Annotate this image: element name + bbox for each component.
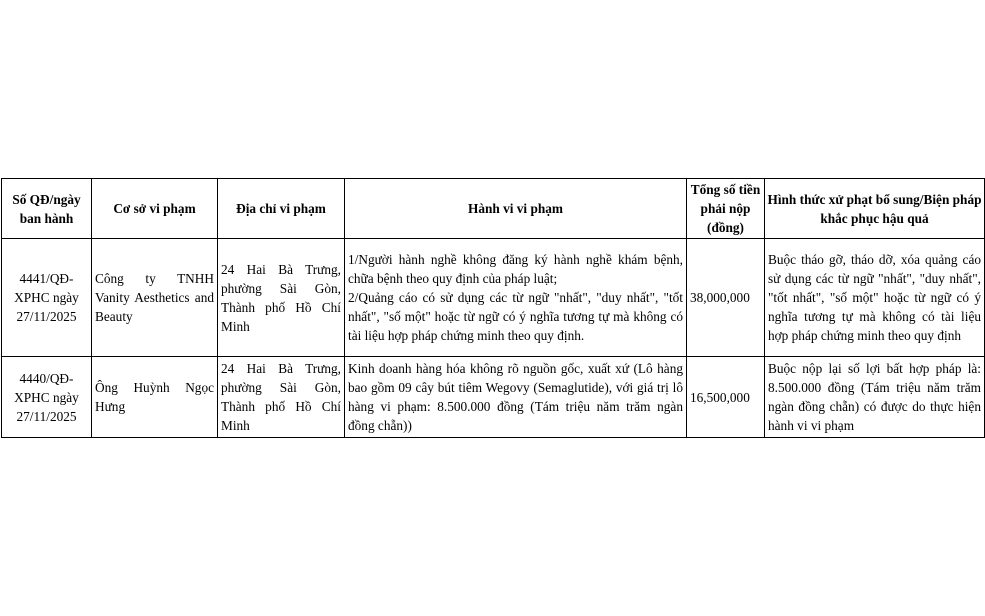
cell-decision: 4440/QĐ-XPHC ngày 27/11/2025	[2, 357, 92, 438]
cell-decision: 4441/QĐ-XPHC ngày 27/11/2025	[2, 239, 92, 357]
cell-entity: Công ty TNHH Vanity Aesthetics and Beauty	[92, 239, 218, 357]
cell-violation	[345, 239, 687, 357]
cell-violation	[345, 357, 687, 438]
header-address: Địa chỉ vi phạm	[218, 179, 345, 239]
cell-entity: Ông Huỳnh Ngọc Hưng	[92, 357, 218, 438]
cell-remedy: Buộc nộp lại số lợi bất hợp pháp là: 8.500.000 đồng (Tám triệu năm trăm ngàn đồng chẵn) có được do thực hiện hành vi vi phạm	[765, 357, 985, 438]
cell-amount: 16,500,000	[687, 357, 765, 438]
violation-item: 1/Người hành nghề không đăng ký hành nghề khám bệnh, chữa bệnh theo quy định của pháp luật;	[348, 252, 683, 286]
table-header-row	[2, 179, 985, 239]
header-violation: Hành vi vi phạm	[345, 179, 687, 239]
header-remedy: Hình thức xử phạt bổ sung/Biện pháp khắc phục hậu quả	[765, 179, 985, 239]
header-decision: Số QĐ/ngày ban hành	[2, 179, 92, 239]
cell-address: 24 Hai Bà Trưng, phường Sài Gòn, Thành phố Hồ Chí Minh	[218, 357, 345, 438]
header-entity: Cơ sở vi phạm	[92, 179, 218, 239]
table-row	[2, 357, 985, 438]
header-amount: Tổng số tiền phải nộp (đồng)	[687, 179, 765, 239]
violation-item: Kinh doanh hàng hóa không rõ nguồn gốc, xuất xứ (Lô hàng bao gồm 09 cây bút tiêm Wegovy (Semaglutide), với giá trị lô hàng vi phạm: 8.500.000 đồng (Tám triệu năm trăm ngàn đồng chẵn))	[348, 361, 683, 433]
table-row	[2, 239, 985, 357]
cell-amount: 38,000,000	[687, 239, 765, 357]
cell-address: 24 Hai Bà Trưng, phường Sài Gòn, Thành phố Hồ Chí Minh	[218, 239, 345, 357]
violation-item: 2/Quảng cáo có sử dụng các từ ngữ "nhất", "duy nhất", "tốt nhất", "số một" hoặc từ ngữ có ý nghĩa tương tự mà không có tài liệu hợp pháp chứng minh theo quy định.	[348, 290, 683, 343]
cell-remedy: Buộc tháo gỡ, tháo dỡ, xóa quảng cáo sử dụng các từ ngữ "nhất", "duy nhất", "tốt nhất", "số một" hoặc từ ngữ có ý nghĩa tương tự mà không có tài liệu hợp pháp chứng minh theo quy định	[765, 239, 985, 357]
violations-table	[1, 178, 985, 438]
